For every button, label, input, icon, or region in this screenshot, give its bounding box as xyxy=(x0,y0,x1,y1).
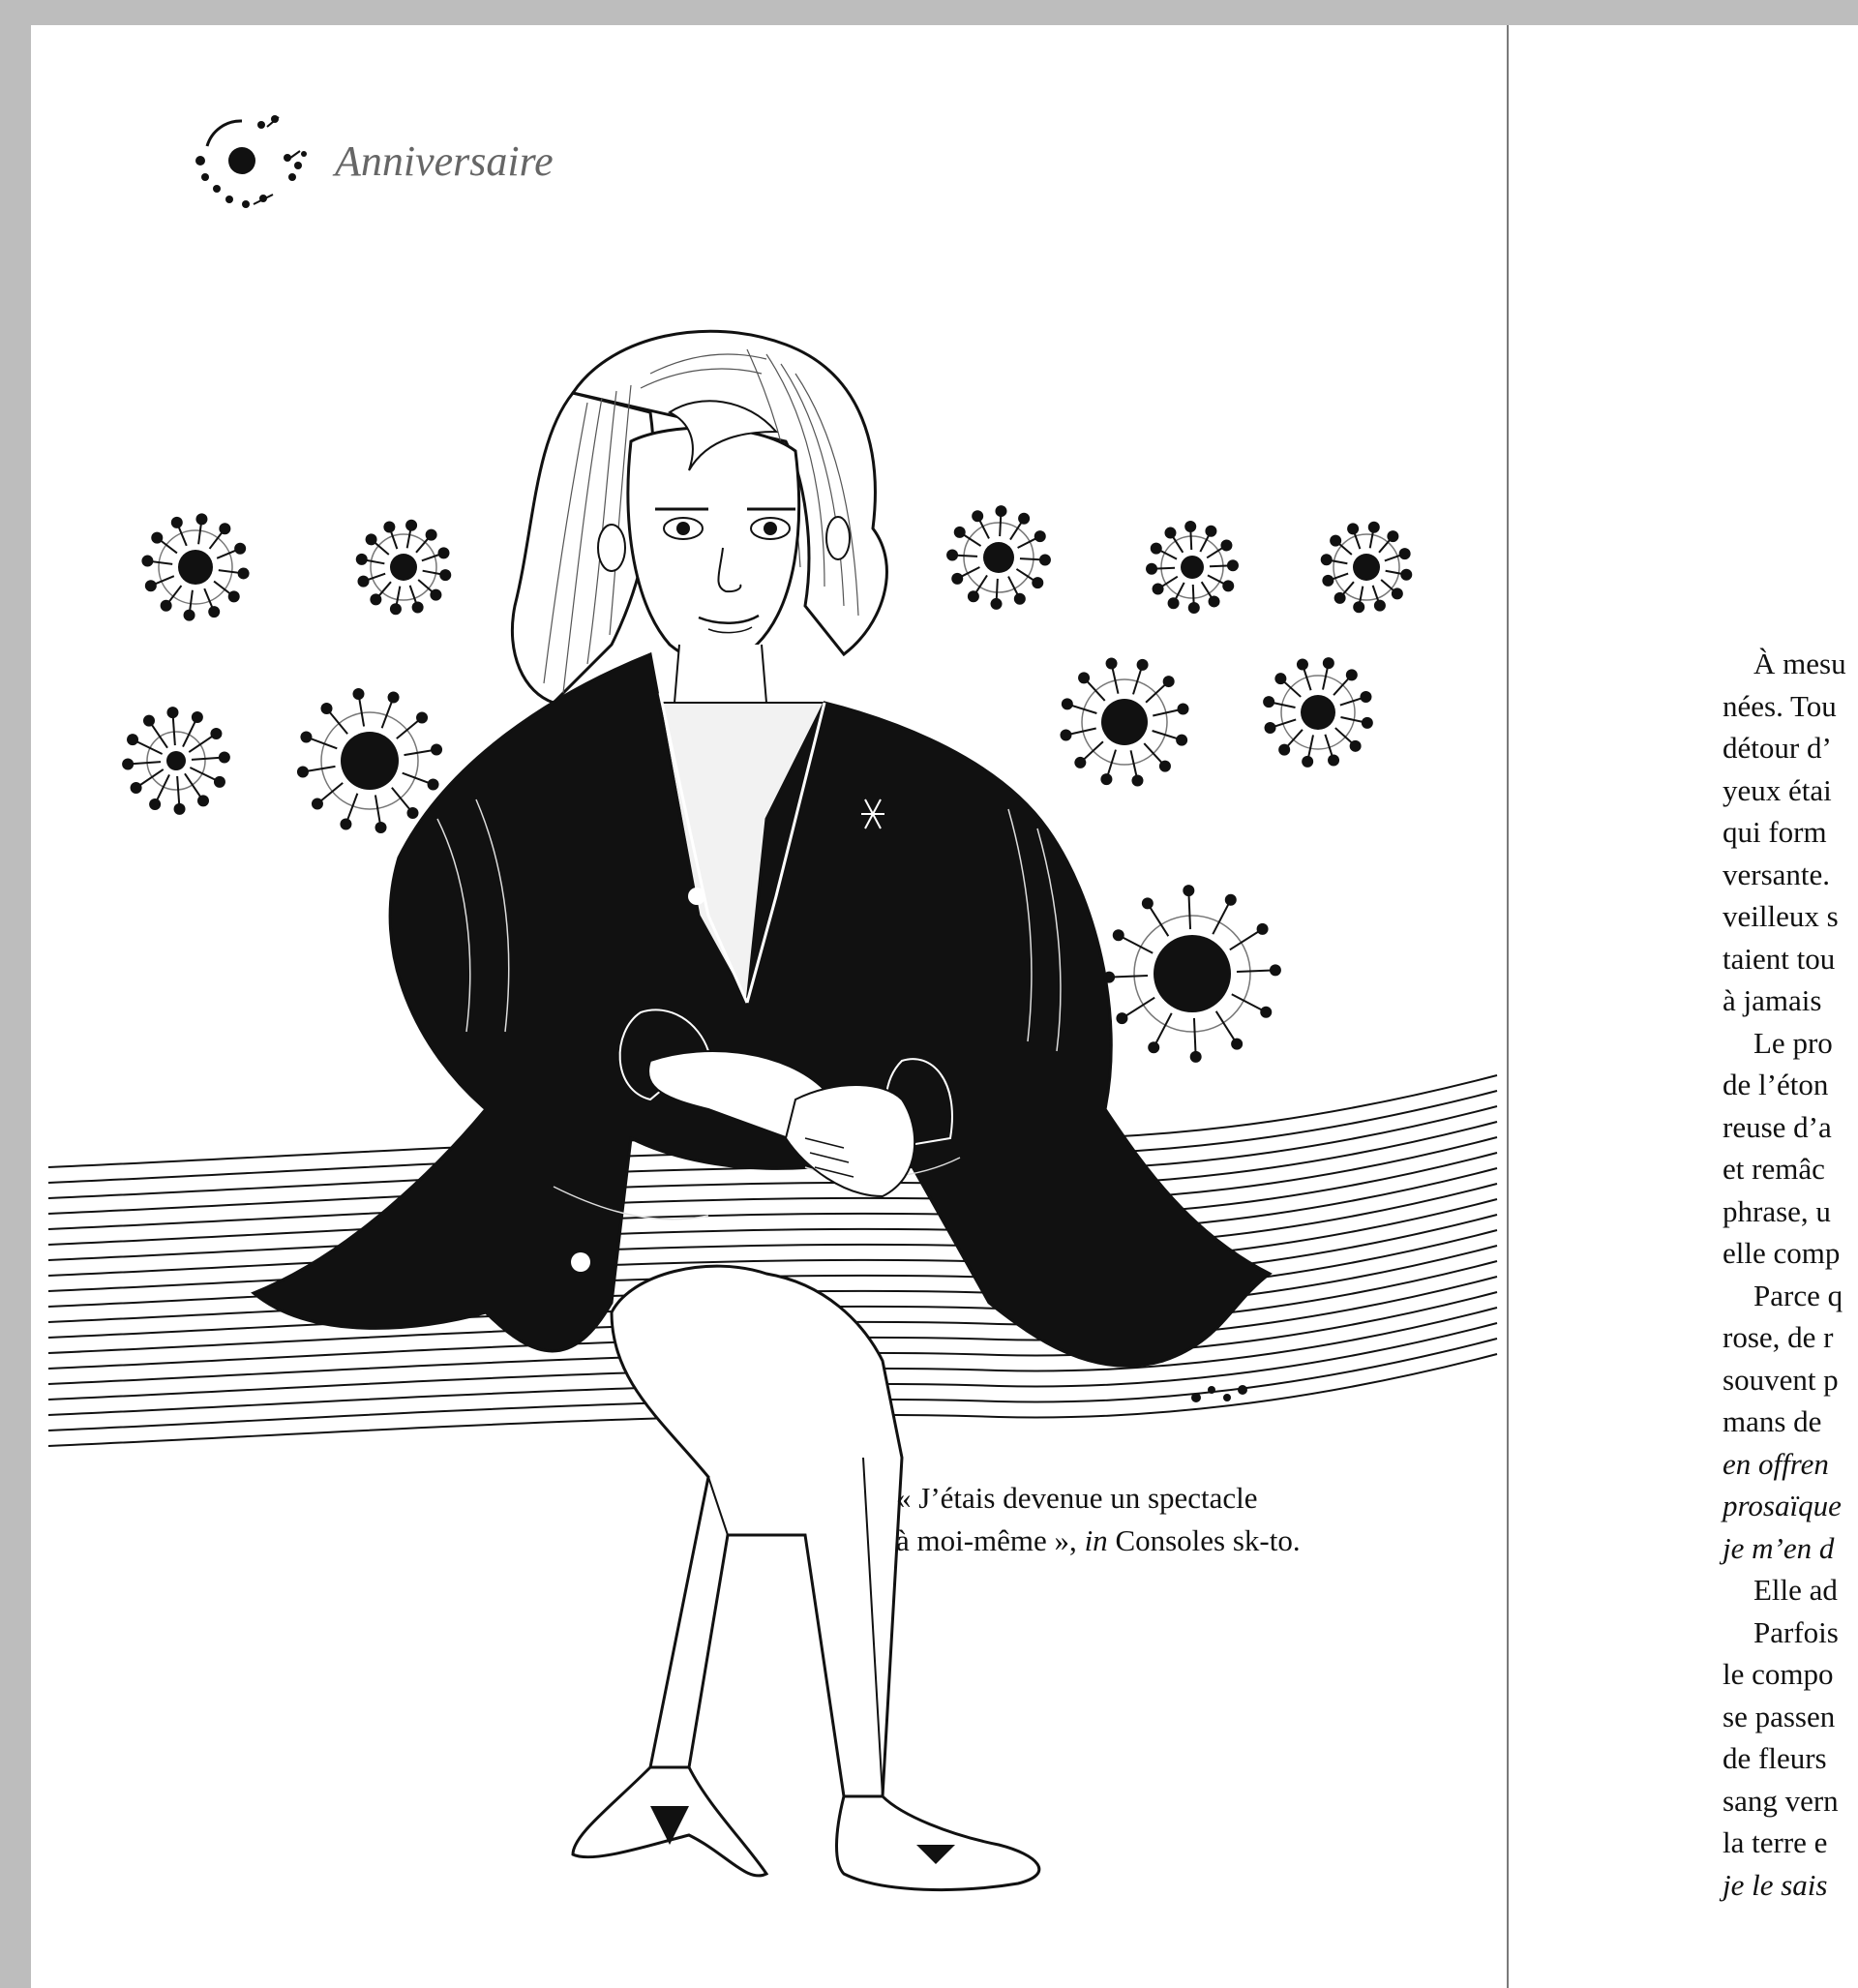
body-text xyxy=(1723,643,1858,1906)
right-page xyxy=(1509,25,1858,1988)
caption-line-2 xyxy=(896,1520,1399,1562)
text-line: Parce q xyxy=(1753,1278,1843,1312)
illustration xyxy=(31,25,1507,1988)
caption-line-2-end: Consoles sk-to. xyxy=(1107,1523,1301,1557)
caption-line-1: « J’étais devenue un spectacle xyxy=(896,1481,1258,1515)
text-line: se passen xyxy=(1723,1699,1836,1733)
text-line: À mesu xyxy=(1753,647,1846,680)
bubble-cluster xyxy=(1103,885,1281,1063)
text-line: versante. xyxy=(1723,857,1831,891)
text-line: à jamais xyxy=(1723,983,1822,1017)
text-line: je le sais xyxy=(1723,1867,1828,1902)
text-line: prosaïque xyxy=(1723,1489,1842,1522)
text-line: elle comp xyxy=(1723,1236,1841,1270)
text-line: je m’en d xyxy=(1723,1530,1835,1565)
text-line: souvent p xyxy=(1723,1362,1839,1397)
caption-line-2-italic: in xyxy=(1084,1523,1108,1557)
bubble-cluster xyxy=(1060,657,1188,786)
text-line: phrase, u xyxy=(1723,1193,1831,1228)
text-line: rose, de r xyxy=(1723,1320,1834,1354)
text-line: Elle ad xyxy=(1753,1573,1838,1607)
text-line: Le pro xyxy=(1753,1025,1833,1060)
text-line: de l’éton xyxy=(1723,1068,1829,1101)
bubble-cluster xyxy=(1321,522,1413,614)
text-line: qui form xyxy=(1723,815,1827,849)
text-line: veilleux s xyxy=(1723,899,1839,933)
text-line: et remâc xyxy=(1723,1152,1825,1186)
section-title: Anniversaire xyxy=(335,136,554,185)
bubble-cluster xyxy=(1146,521,1239,614)
bubble-cluster xyxy=(297,688,442,833)
left-page xyxy=(31,25,1507,1988)
bubble-cluster xyxy=(946,505,1051,610)
text-line: taient tou xyxy=(1723,941,1836,976)
text-line: mans de xyxy=(1723,1404,1822,1438)
text-line: le compo xyxy=(1723,1657,1834,1691)
text-line: détour d’ xyxy=(1723,731,1832,765)
bubble-cluster xyxy=(1263,657,1373,768)
text-line: Parfois xyxy=(1753,1614,1839,1649)
text-line: yeux étai xyxy=(1723,772,1832,807)
text-line: reuse d’a xyxy=(1723,1109,1832,1144)
text-line: de fleurs xyxy=(1723,1741,1827,1775)
caption-line-2-start: à moi-même », xyxy=(896,1523,1085,1557)
bubble-cluster xyxy=(141,513,249,620)
text-line: nées. Tou xyxy=(1723,688,1837,723)
text-line: en offren xyxy=(1723,1446,1829,1481)
text-line: sang vern xyxy=(1723,1783,1839,1818)
text-line: la terre e xyxy=(1723,1825,1828,1859)
illustration-caption xyxy=(896,1477,1399,1562)
bubble-cluster xyxy=(356,520,452,616)
bubble-cluster xyxy=(122,707,230,815)
